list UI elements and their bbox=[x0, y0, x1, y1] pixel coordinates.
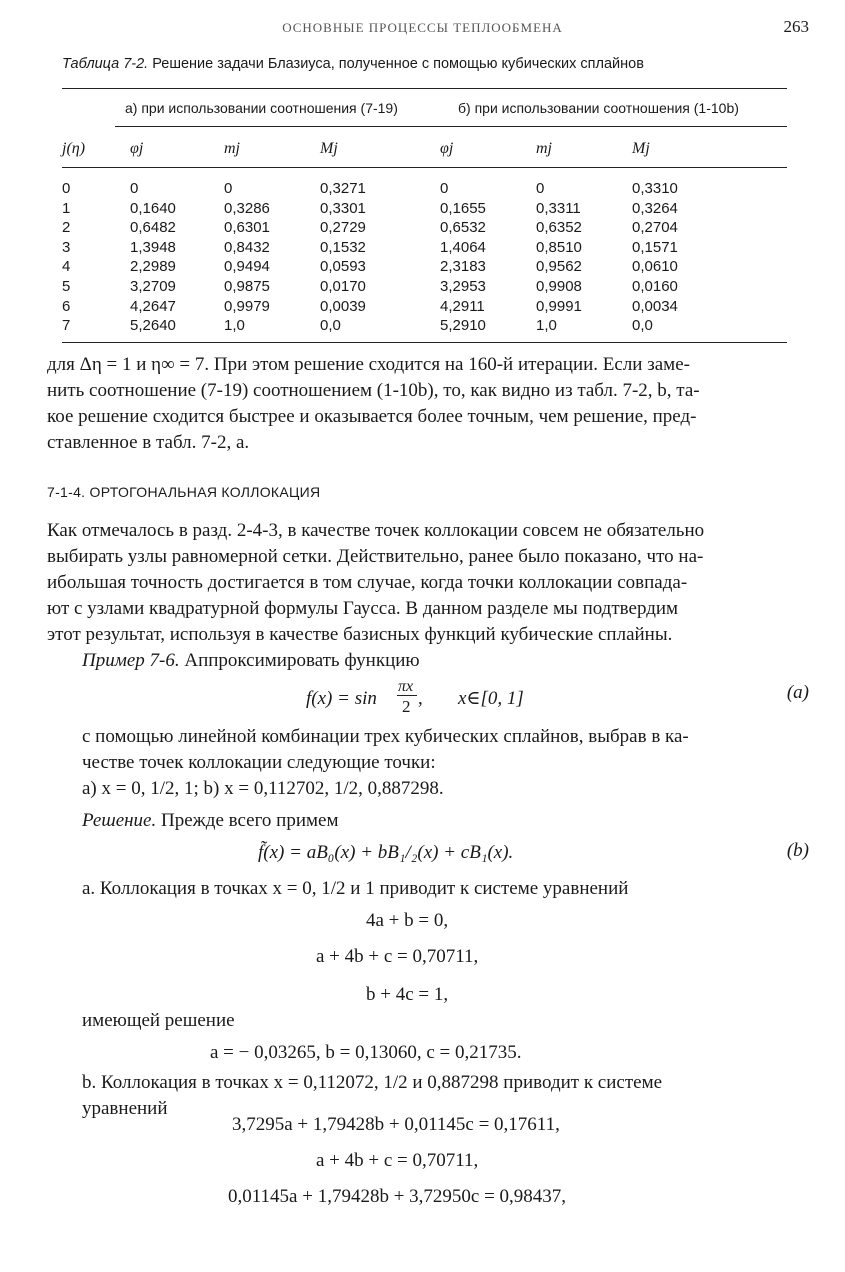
table-cell: 2,2989 bbox=[130, 258, 176, 276]
table-caption-text: Решение задачи Блазиуса, полученное с помощью кубических сплайнов bbox=[152, 56, 644, 72]
solution-values: a = − 0,03265, b = 0,13060, c = 0,21735. bbox=[210, 1042, 522, 1063]
table-cell: 0,8432 bbox=[224, 238, 270, 256]
system-b-eq3: 0,01145a + 1,79428b + 3,72950c = 0,98437, bbox=[228, 1186, 567, 1207]
table-cell: 3 bbox=[62, 238, 71, 256]
equation-a-lhs: f(x) = sin bbox=[306, 688, 377, 709]
table-cell: 0,0170 bbox=[320, 278, 366, 295]
table-cell: 0,3286 bbox=[224, 199, 270, 217]
table-cell: 1,4064 bbox=[440, 238, 486, 256]
table-cell: 0,0039 bbox=[320, 297, 366, 315]
table-cell: 0 bbox=[536, 180, 545, 197]
table-cell: 0,9562 bbox=[536, 258, 582, 276]
example-intro bbox=[82, 648, 420, 674]
table-cell: 2,3183 bbox=[440, 258, 486, 276]
table-cell: 7 bbox=[62, 317, 71, 335]
part-a-text: a. Коллокация в точках x = 0, 1/2 и 1 приводит к системе уравнений bbox=[82, 878, 629, 899]
example-body bbox=[82, 724, 804, 802]
table-cell: 4,2647 bbox=[130, 297, 176, 315]
section-paragraph bbox=[47, 518, 804, 648]
table-cell: 0,3310 bbox=[632, 180, 678, 197]
table-cell: 1,0 bbox=[224, 317, 245, 335]
table-cell: 0,0160 bbox=[632, 278, 678, 295]
paragraph-after-table bbox=[47, 352, 804, 456]
text-line: для Δη = 1 и η∞ = 7. При этом решение сходится на 160-й итерации. Если заме- bbox=[47, 354, 690, 375]
table-cell: 3,2953 bbox=[440, 278, 486, 295]
running-head: ОСНОВНЫЕ ПРОЦЕССЫ ТЕПЛООБМЕНА bbox=[282, 20, 563, 35]
table-cell: 0,6301 bbox=[224, 219, 270, 237]
table-cell: 0 bbox=[62, 180, 71, 197]
table-cell: 0 bbox=[224, 180, 233, 197]
table-cell: 0,3271 bbox=[320, 180, 366, 197]
system-b-eq1: 3,7295a + 1,79428b + 0,01145c = 0,17611, bbox=[232, 1114, 560, 1135]
table-cell: 0,1640 bbox=[130, 199, 176, 217]
header-m-a: mj bbox=[224, 140, 240, 157]
table-cell: 0,2729 bbox=[320, 219, 366, 237]
table-cell: 0,0 bbox=[632, 317, 653, 335]
table-row bbox=[0, 199, 845, 219]
table-row bbox=[0, 277, 845, 297]
table-cell: 0,0593 bbox=[320, 258, 366, 276]
table-cell: 1 bbox=[62, 199, 71, 217]
having-solution-text: имеющей решение bbox=[82, 1010, 235, 1031]
header-m-b: mj bbox=[536, 140, 552, 157]
text-line: Как отмечалось в разд. 2-4-3, в качестве точек коллокации совсем не обязательно bbox=[47, 520, 705, 541]
table-cell: 0,0034 bbox=[632, 297, 678, 315]
system-a-eq2: a + 4b + c = 0,70711, bbox=[316, 946, 479, 967]
equation-a-comma: , bbox=[418, 688, 423, 709]
equation-a-numerator: πx bbox=[398, 678, 414, 695]
table-row bbox=[0, 218, 845, 238]
example-label: Пример 7-6. bbox=[82, 650, 180, 671]
table-cell: 0,1532 bbox=[320, 238, 366, 256]
section-heading: 7-1-4. ОРТОГОНАЛЬНАЯ КОЛЛОКАЦИЯ bbox=[47, 484, 321, 500]
table-cell: 0,0610 bbox=[632, 258, 678, 276]
solution-text: Прежде всего примем bbox=[156, 810, 339, 831]
table-group-a: а) при использовании соотношения (7-19) bbox=[125, 100, 398, 116]
table-cell: 5 bbox=[62, 278, 71, 295]
table-cell: 6 bbox=[62, 297, 71, 315]
text-line: ставленное в табл. 7-2, a. bbox=[47, 432, 250, 453]
header-j: j(η) bbox=[62, 140, 86, 157]
table-cell: 0,0 bbox=[320, 317, 341, 335]
table-caption bbox=[62, 56, 644, 72]
table-row bbox=[0, 238, 845, 258]
text-line: нить соотношение (7-19) соотношением (1-10b), то, как видно из табл. 7-2, b, та- bbox=[47, 380, 700, 401]
table-cell: 3,2709 bbox=[130, 278, 176, 295]
table-cell: 0,1571 bbox=[632, 238, 678, 256]
table-cell: 0,9979 bbox=[224, 297, 270, 315]
system-a-eq3: b + 4c = 1, bbox=[366, 984, 449, 1005]
table-row bbox=[0, 179, 845, 199]
table-cell: 0,3301 bbox=[320, 199, 366, 217]
table-cell: 0,9875 bbox=[224, 278, 270, 295]
system-b-eq2: a + 4b + c = 0,70711, bbox=[316, 1150, 479, 1171]
table-cell: 0,6352 bbox=[536, 219, 582, 237]
text-line: этот результат, используя в качестве базисных функций кубические сплайны. bbox=[47, 624, 673, 645]
table-cell: 1,0 bbox=[536, 317, 557, 335]
part-b-text-cont: уравнений bbox=[82, 1098, 168, 1119]
solution-label: Решение. bbox=[82, 810, 157, 831]
table-row bbox=[0, 257, 845, 277]
text-line: с помощью линейной комбинации трех кубических сплайнов, выбрав в ка- bbox=[82, 726, 689, 747]
text-line: a) x = 0, 1/2, 1; b) x = 0,112702, 1/2, 0,887298. bbox=[82, 778, 444, 799]
table-cell: 0,3311 bbox=[536, 199, 581, 217]
equation-b-tag: (b) bbox=[786, 840, 809, 861]
table-cell: 0,2704 bbox=[632, 219, 678, 237]
table-cell: 5,2640 bbox=[130, 317, 176, 335]
header-phi-b: φj bbox=[440, 140, 454, 157]
table-header-rule bbox=[62, 167, 787, 168]
table-cell: 4 bbox=[62, 258, 71, 276]
equation-b: f̃(x) = aB₀(x) + bB₁/₂(x) + cB₁(x). bbox=[258, 842, 514, 863]
text-line: кое решение сходится быстрее и оказывается более точным, чем решение, пред- bbox=[47, 406, 697, 427]
text-line: честве точек коллокации следующие точки: bbox=[82, 752, 436, 773]
table-row bbox=[0, 297, 845, 317]
table-bottom-rule bbox=[62, 342, 787, 343]
text-line: ют с узлами квадратурной формулы Гаусса. В данном разделе мы подтвердим bbox=[47, 598, 679, 619]
page-number: 263 bbox=[783, 17, 809, 36]
table-cell: 0,8510 bbox=[536, 238, 582, 256]
system-a-eq1: 4a + b = 0, bbox=[366, 910, 449, 931]
equation-a-denominator: 2 bbox=[402, 697, 411, 716]
text-line: выбирать узлы равномерной сетки. Действительно, ранее было показано, что на- bbox=[47, 546, 704, 567]
table-caption-label: Таблица 7-2. bbox=[62, 56, 149, 72]
equation-a-tag: (a) bbox=[786, 682, 809, 703]
table-cell: 0,9991 bbox=[536, 297, 582, 315]
solution-intro bbox=[82, 808, 338, 834]
part-b-text: b. Коллокация в точках x = 0,112072, 1/2 и 0,887298 приводит к системе bbox=[82, 1072, 663, 1093]
table-cell: 0 bbox=[440, 180, 449, 197]
table-group-rule bbox=[115, 126, 787, 127]
header-phi-a: φj bbox=[130, 140, 144, 157]
table-cell: 5,2910 bbox=[440, 317, 486, 335]
table-cell: 0,6482 bbox=[130, 219, 176, 237]
table-cell: 4,2911 bbox=[440, 297, 485, 315]
table-cell: 2 bbox=[62, 219, 71, 237]
table-group-b: б) при использовании соотношения (1-10b) bbox=[458, 100, 739, 116]
table-cell: 0,9908 bbox=[536, 278, 582, 295]
table-top-rule bbox=[62, 88, 787, 89]
header-M-a: Mj bbox=[320, 140, 338, 157]
table-cell: 0,1655 bbox=[440, 199, 486, 217]
example-text: Аппроксимировать функцию bbox=[179, 650, 420, 671]
table-cell: 0,6532 bbox=[440, 219, 486, 237]
table-cell: 1,3948 bbox=[130, 238, 176, 256]
equation-a-rhs: x∈[0, 1] bbox=[458, 688, 524, 709]
table-cell: 0,9494 bbox=[224, 258, 270, 276]
text-line: ибольшая точность достигается в том случае, когда точки коллокации совпада- bbox=[47, 572, 688, 593]
table-cell: 0 bbox=[130, 180, 139, 197]
table-cell: 0,3264 bbox=[632, 199, 678, 217]
header-M-b: Mj bbox=[632, 140, 650, 157]
table-row bbox=[0, 316, 845, 336]
